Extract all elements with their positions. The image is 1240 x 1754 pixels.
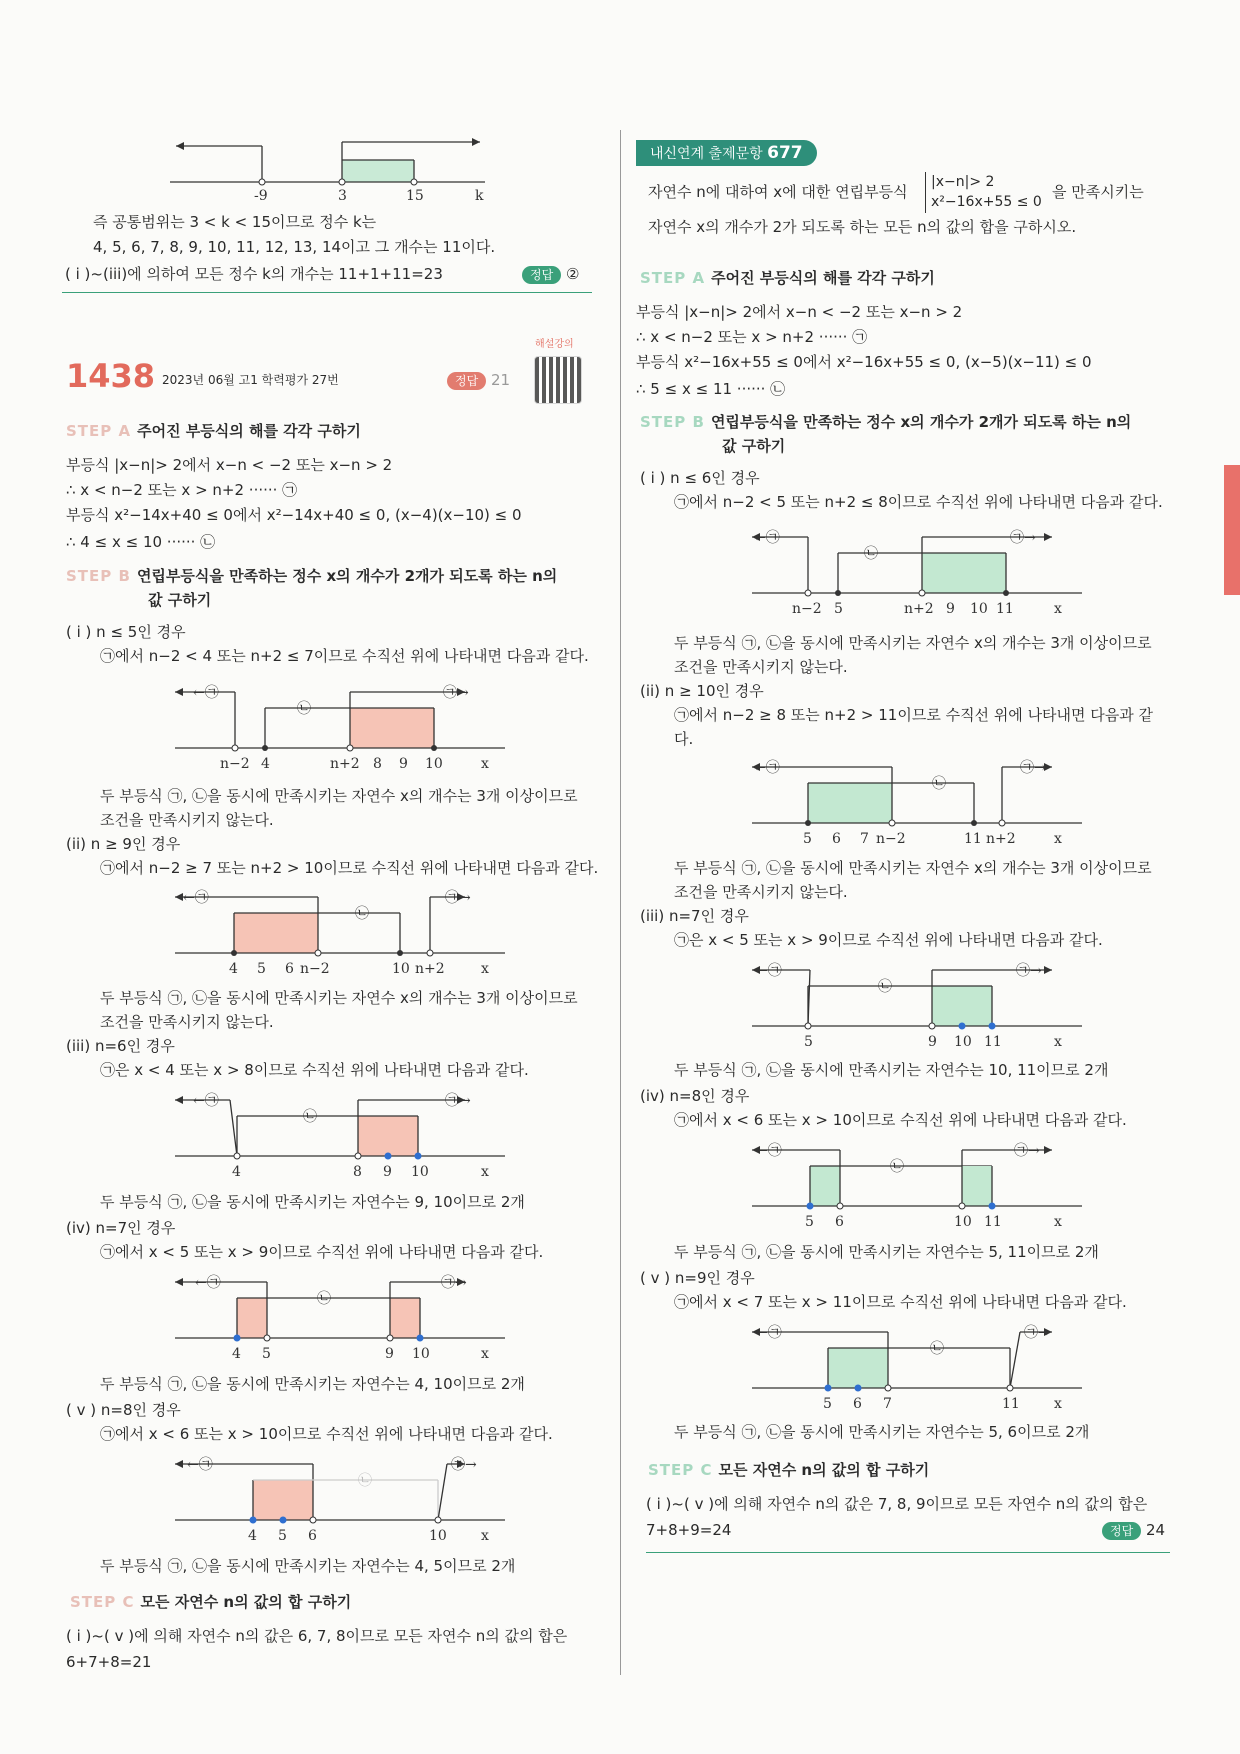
label: ㉠→ bbox=[445, 890, 471, 906]
qr-code[interactable] bbox=[534, 356, 582, 404]
step-b-heading-2: 값 구하기 bbox=[722, 437, 786, 455]
answer-badge: 정답 bbox=[1102, 1522, 1141, 1540]
text-line: ∴ 4 ≤ x ≤ 10 ······ ㉡ bbox=[66, 533, 216, 551]
label: ㉠→ bbox=[443, 685, 469, 701]
tick-label: 5 bbox=[834, 601, 843, 617]
tick-label: 10 bbox=[954, 1034, 972, 1050]
tick-label: 10 bbox=[412, 1346, 430, 1362]
divider bbox=[646, 1552, 1170, 1553]
label: ←㉠ bbox=[187, 1457, 213, 1473]
tick-label: 10 bbox=[392, 961, 410, 975]
tick-label: 11 bbox=[996, 601, 1014, 617]
number-line-case2 bbox=[752, 755, 1092, 845]
text-line: 7+8+9=24 bbox=[646, 1521, 732, 1539]
tick-label: 6 bbox=[308, 1528, 317, 1544]
tick-label: 8 bbox=[353, 1164, 362, 1180]
tick-label: 3 bbox=[338, 188, 347, 204]
step-a-heading: STEP A 주어진 부등식의 해를 각각 구하기 bbox=[640, 269, 935, 287]
number-line-case3 bbox=[752, 958, 1092, 1050]
tick-label: 7 bbox=[883, 1396, 892, 1412]
system: |x−n|> 2 x²−16x+55 ≤ 0 bbox=[925, 172, 1042, 213]
tick-label: 6 bbox=[832, 831, 841, 845]
step-b-heading: STEP B 연립부등식을 만족하는 정수 x의 개수가 2개가 되도록 하는 n의 bbox=[66, 567, 558, 585]
tick-label: n+2 bbox=[415, 961, 445, 975]
label: ←㉠ bbox=[754, 530, 780, 546]
text-line: 두 부등식 ㉠, ㉡을 동시에 만족시키는 자연수는 9, 10이므로 2개 bbox=[100, 1193, 525, 1211]
tick-label: 9 bbox=[385, 1346, 394, 1362]
tick-label: 11 bbox=[984, 1214, 1002, 1230]
text-line: ∴ x < n−2 또는 x > n+2 ······ ㉠ bbox=[636, 328, 868, 346]
text-line: ㉠은 x < 4 또는 x > 8이므로 수직선 위에 나타내면 다음과 같다. bbox=[100, 1061, 529, 1079]
tick-label: x bbox=[481, 1164, 489, 1180]
case-heading: (ii) n ≥ 10인 경우 bbox=[640, 682, 764, 700]
tick-label: n−2 bbox=[876, 831, 906, 845]
label: ←㉠ bbox=[183, 890, 209, 906]
case-heading: (iv) n=8인 경우 bbox=[640, 1087, 750, 1105]
divider bbox=[62, 292, 592, 293]
step-c-heading: STEP C 모든 자연수 n의 값의 합 구하기 bbox=[648, 1461, 930, 1479]
number-line-case5 bbox=[175, 1452, 515, 1544]
tick-label: n−2 bbox=[792, 601, 822, 617]
qr-label: 해설강의 bbox=[535, 339, 574, 350]
tick-label: 11 bbox=[964, 831, 982, 845]
label: ←㉠ bbox=[756, 1143, 782, 1159]
column-divider bbox=[620, 130, 621, 1675]
number-line-case3 bbox=[175, 1088, 515, 1180]
text-line: 자연수 n에 대하여 x에 대한 연립부등식 bbox=[648, 183, 908, 201]
answer-value: 21 bbox=[490, 371, 511, 389]
tick-label: 15 bbox=[406, 188, 424, 204]
label: ←㉠ bbox=[195, 1275, 221, 1291]
text-line: 두 부등식 ㉠, ㉡을 동시에 만족시키는 자연수는 5, 11이므로 2개 bbox=[674, 1243, 1099, 1261]
case-heading: ( i ) n ≤ 6인 경우 bbox=[640, 469, 760, 487]
step-a-heading: STEP A 주어진 부등식의 해를 각각 구하기 bbox=[66, 422, 361, 440]
tick-label: 11 bbox=[1002, 1396, 1020, 1412]
tick-label: 10 bbox=[429, 1528, 447, 1544]
case-heading: (iii) n=7인 경우 bbox=[640, 907, 749, 925]
tick-label: x bbox=[1054, 1034, 1062, 1050]
label: ㉡ bbox=[358, 1473, 372, 1489]
step-b-heading-2: 값 구하기 bbox=[148, 591, 212, 609]
tick-label: x bbox=[481, 961, 489, 975]
text-line: 두 부등식 ㉠, ㉡을 동시에 만족시키는 자연수 x의 개수는 3개 이상이므로 bbox=[674, 634, 1152, 652]
problem-number: 1438 bbox=[66, 357, 156, 395]
answer-badge: 정답 bbox=[447, 372, 486, 390]
text-line: 두 부등식 ㉠, ㉡을 동시에 만족시키는 자연수는 5, 6이므로 2개 bbox=[674, 1423, 1090, 1441]
tick-label: x bbox=[1054, 601, 1062, 617]
answer bbox=[1102, 1520, 1165, 1540]
tick-label: 7 bbox=[860, 831, 869, 845]
answer-value: 24 bbox=[1145, 1521, 1166, 1539]
text-line: 4, 5, 6, 7, 8, 9, 10, 11, 12, 13, 14이고 그 개수는 11이다. bbox=[93, 238, 496, 256]
text-line: 즉 공통범위는 3 < k < 15이므로 정수 k는 bbox=[93, 213, 377, 231]
text-line: ㉠에서 x < 7 또는 x > 11이므로 수직선 위에 나타내면 다음과 같다. bbox=[674, 1293, 1127, 1311]
number-line-case1 bbox=[175, 680, 515, 775]
text-line: 부등식 x²−16x+55 ≤ 0에서 x²−16x+55 ≤ 0, (x−5)(x−11) ≤ 0 bbox=[636, 353, 1092, 371]
text-line: 을 만족시키는 bbox=[1052, 183, 1144, 201]
label: ←㉠ bbox=[756, 963, 782, 979]
text-line: ㉠에서 x < 6 또는 x > 10이므로 수직선 위에 나타내면 다음과 같다. bbox=[674, 1111, 1127, 1129]
tick-label: x bbox=[481, 1346, 489, 1362]
problem-answer bbox=[447, 370, 510, 390]
text-line: 부등식 |x−n|> 2에서 x−n < −2 또는 x−n > 2 bbox=[66, 456, 393, 474]
text-line: ∴ x < n−2 또는 x > n+2 ······ ㉠ bbox=[66, 481, 298, 499]
text-line: 조건을 만족시키지 않는다. bbox=[674, 883, 848, 901]
tick-label: x bbox=[1054, 1396, 1062, 1412]
tick-label: 10 bbox=[425, 756, 443, 772]
answer bbox=[522, 264, 579, 284]
tick-label: 10 bbox=[411, 1164, 429, 1180]
tick-label: 5 bbox=[823, 1396, 832, 1412]
label: ㉡ bbox=[932, 776, 946, 792]
text-line: 두 부등식 ㉠, ㉡을 동시에 만족시키는 자연수는 4, 10이므로 2개 bbox=[100, 1375, 525, 1393]
tick-label: 5 bbox=[803, 831, 812, 845]
label: ←㉠ bbox=[754, 760, 780, 776]
tick-label: x bbox=[1054, 1214, 1062, 1230]
text-line: 두 부등식 ㉠, ㉡을 동시에 만족시키는 자연수는 4, 5이므로 2개 bbox=[100, 1557, 516, 1575]
tick-label: 5 bbox=[804, 1034, 813, 1050]
tick-label: 4 bbox=[232, 1346, 241, 1362]
tick-label: 8 bbox=[373, 756, 382, 772]
text-line: 조건을 만족시키지 않는다. bbox=[100, 1013, 274, 1031]
tick-label: x bbox=[481, 1528, 489, 1544]
label: ㉠→ bbox=[441, 1275, 467, 1291]
problem-source: 2023년 06월 고1 학력평가 27번 bbox=[162, 373, 339, 387]
label: ㉠→ bbox=[1014, 1143, 1040, 1159]
text-line: 6+7+8=21 bbox=[66, 1653, 152, 1671]
tick-label: n+2 bbox=[904, 601, 934, 617]
label: ㉡ bbox=[317, 1291, 331, 1307]
tick-label: 4 bbox=[261, 756, 270, 772]
tick-label: 9 bbox=[399, 756, 408, 772]
text-line: ㉠에서 n−2 < 4 또는 n+2 ≤ 7이므로 수직선 위에 나타내면 다음과 같다. bbox=[100, 647, 589, 665]
label: ㉡ bbox=[878, 979, 892, 995]
tick-label: 9 bbox=[946, 601, 955, 617]
label: ㉠→ bbox=[445, 1093, 471, 1109]
text-line: 두 부등식 ㉠, ㉡을 동시에 만족시키는 자연수 x의 개수는 3개 이상이므로 bbox=[100, 989, 578, 1007]
tick-label: 5 bbox=[257, 961, 266, 975]
text-line: ㉠에서 n−2 < 5 또는 n+2 ≤ 8이므로 수직선 위에 나타내면 다음과 같다. bbox=[674, 493, 1163, 511]
text-line: 조건을 만족시키지 않는다. bbox=[674, 658, 848, 676]
tick-label: 6 bbox=[853, 1396, 862, 1412]
text-line: 두 부등식 ㉠, ㉡을 동시에 만족시키는 자연수는 10, 11이므로 2개 bbox=[674, 1061, 1109, 1079]
answer-value: ② bbox=[565, 265, 580, 283]
label: ←㉠ bbox=[193, 1093, 219, 1109]
label: ←㉠ bbox=[193, 685, 219, 701]
text-line: 다. bbox=[674, 730, 694, 748]
tick-label: 5 bbox=[805, 1214, 814, 1230]
text-line: ( i )~( v )에 의해 자연수 n의 값은 7, 8, 9이므로 모든 자연수 n의 값의 합은 bbox=[646, 1495, 1148, 1513]
label: ㉠→ bbox=[1020, 760, 1046, 776]
number-line-case1 bbox=[752, 525, 1092, 620]
step-b-heading: STEP B 연립부등식을 만족하는 정수 x의 개수가 2개가 되도록 하는 n의 bbox=[640, 413, 1132, 431]
label: ㉡ bbox=[930, 1341, 944, 1357]
number-line-case4 bbox=[752, 1138, 1092, 1230]
case-heading: ( v ) n=8인 경우 bbox=[66, 1401, 181, 1419]
tick-label: x bbox=[1054, 831, 1062, 845]
tick-label: 11 bbox=[984, 1034, 1002, 1050]
text-line: 두 부등식 ㉠, ㉡을 동시에 만족시키는 자연수 x의 개수는 3개 이상이므로 bbox=[674, 859, 1152, 877]
step-c-heading: STEP C 모든 자연수 n의 값의 합 구하기 bbox=[70, 1593, 352, 1611]
text-line: 두 부등식 ㉠, ㉡을 동시에 만족시키는 자연수 x의 개수는 3개 이상이므로 bbox=[100, 787, 578, 805]
text-line: ( i )~( v )에 의해 자연수 n의 값은 6, 7, 8이므로 모든 자연수 n의 값의 합은 bbox=[66, 1627, 568, 1645]
tick-label: -9 bbox=[254, 188, 268, 204]
label: ㉡ bbox=[890, 1159, 904, 1175]
label: ㉠→ bbox=[451, 1457, 477, 1473]
tick-label: 6 bbox=[835, 1214, 844, 1230]
text-line: 부등식 x²−14x+40 ≤ 0에서 x²−14x+40 ≤ 0, (x−4)(x−10) ≤ 0 bbox=[66, 506, 522, 524]
label: ㉡ bbox=[864, 546, 878, 562]
text-line: 부등식 |x−n|> 2에서 x−n < −2 또는 x−n > 2 bbox=[636, 303, 963, 321]
number-line-case4 bbox=[175, 1270, 515, 1362]
tick-label: n−2 bbox=[300, 961, 330, 975]
tick-label: n+2 bbox=[330, 756, 360, 772]
tick-label: 9 bbox=[383, 1164, 392, 1180]
number-line-top bbox=[170, 130, 490, 205]
text-line: ( i )~(iii)에 의하여 모든 정수 k의 개수는 11+1+11=23 bbox=[65, 265, 443, 283]
text-line: ㉠에서 n−2 ≥ 7 또는 n+2 > 10이므로 수직선 위에 나타내면 다음과 같다. bbox=[100, 859, 599, 877]
label: ㉡ bbox=[355, 906, 369, 922]
tick-label: 4 bbox=[232, 1164, 241, 1180]
label: ㉡ bbox=[297, 701, 311, 717]
tick-label: n+2 bbox=[986, 831, 1016, 845]
tick-label: x bbox=[481, 756, 489, 772]
text-line: ㉠은 x < 5 또는 x > 9이므로 수직선 위에 나타내면 다음과 같다. bbox=[674, 931, 1103, 949]
text-line: ㉠에서 x < 6 또는 x > 10이므로 수직선 위에 나타내면 다음과 같다. bbox=[100, 1425, 553, 1443]
label: ←㉠ bbox=[756, 1325, 782, 1341]
tick-label: 5 bbox=[262, 1346, 271, 1362]
label: ㉠→ bbox=[1024, 1325, 1050, 1341]
tick-label: 4 bbox=[229, 961, 238, 975]
tick-label: 10 bbox=[954, 1214, 972, 1230]
text-line: ㉠에서 n−2 ≥ 8 또는 n+2 > 11이므로 수직선 위에 나타내면 다음과 같 bbox=[674, 706, 1154, 724]
answer-badge: 정답 bbox=[522, 266, 561, 284]
tick-label: k bbox=[475, 188, 484, 204]
text-line: 자연수 x의 개수가 2가 되도록 하는 모든 n의 값의 합을 구하시오. bbox=[648, 218, 1077, 236]
text-line: ㉠에서 x < 5 또는 x > 9이므로 수직선 위에 나타내면 다음과 같다. bbox=[100, 1243, 544, 1261]
side-tab bbox=[1224, 465, 1240, 595]
number-line-case2 bbox=[175, 885, 515, 975]
related-problem-banner: 내신연계 출제문항 677 bbox=[636, 140, 817, 166]
tick-label: 9 bbox=[928, 1034, 937, 1050]
number-line-case5 bbox=[752, 1320, 1092, 1412]
tick-label: 10 bbox=[970, 601, 988, 617]
tick-label: 5 bbox=[278, 1528, 287, 1544]
case-heading: (ii) n ≥ 9인 경우 bbox=[66, 835, 181, 853]
text-line: 조건을 만족시키지 않는다. bbox=[100, 811, 274, 829]
label: ㉡ bbox=[303, 1109, 317, 1125]
case-heading: (iv) n=7인 경우 bbox=[66, 1219, 176, 1237]
label: ㉠→ bbox=[1010, 530, 1036, 546]
case-heading: ( i ) n ≤ 5인 경우 bbox=[66, 623, 186, 641]
tick-label: 4 bbox=[248, 1528, 257, 1544]
case-heading: (iii) n=6인 경우 bbox=[66, 1037, 175, 1055]
tick-label: n−2 bbox=[220, 756, 250, 772]
label: ㉠→ bbox=[1016, 963, 1042, 979]
tick-label: 6 bbox=[285, 961, 294, 975]
text-line: ∴ 5 ≤ x ≤ 11 ······ ㉡ bbox=[636, 380, 786, 398]
case-heading: ( v ) n=9인 경우 bbox=[640, 1269, 755, 1287]
